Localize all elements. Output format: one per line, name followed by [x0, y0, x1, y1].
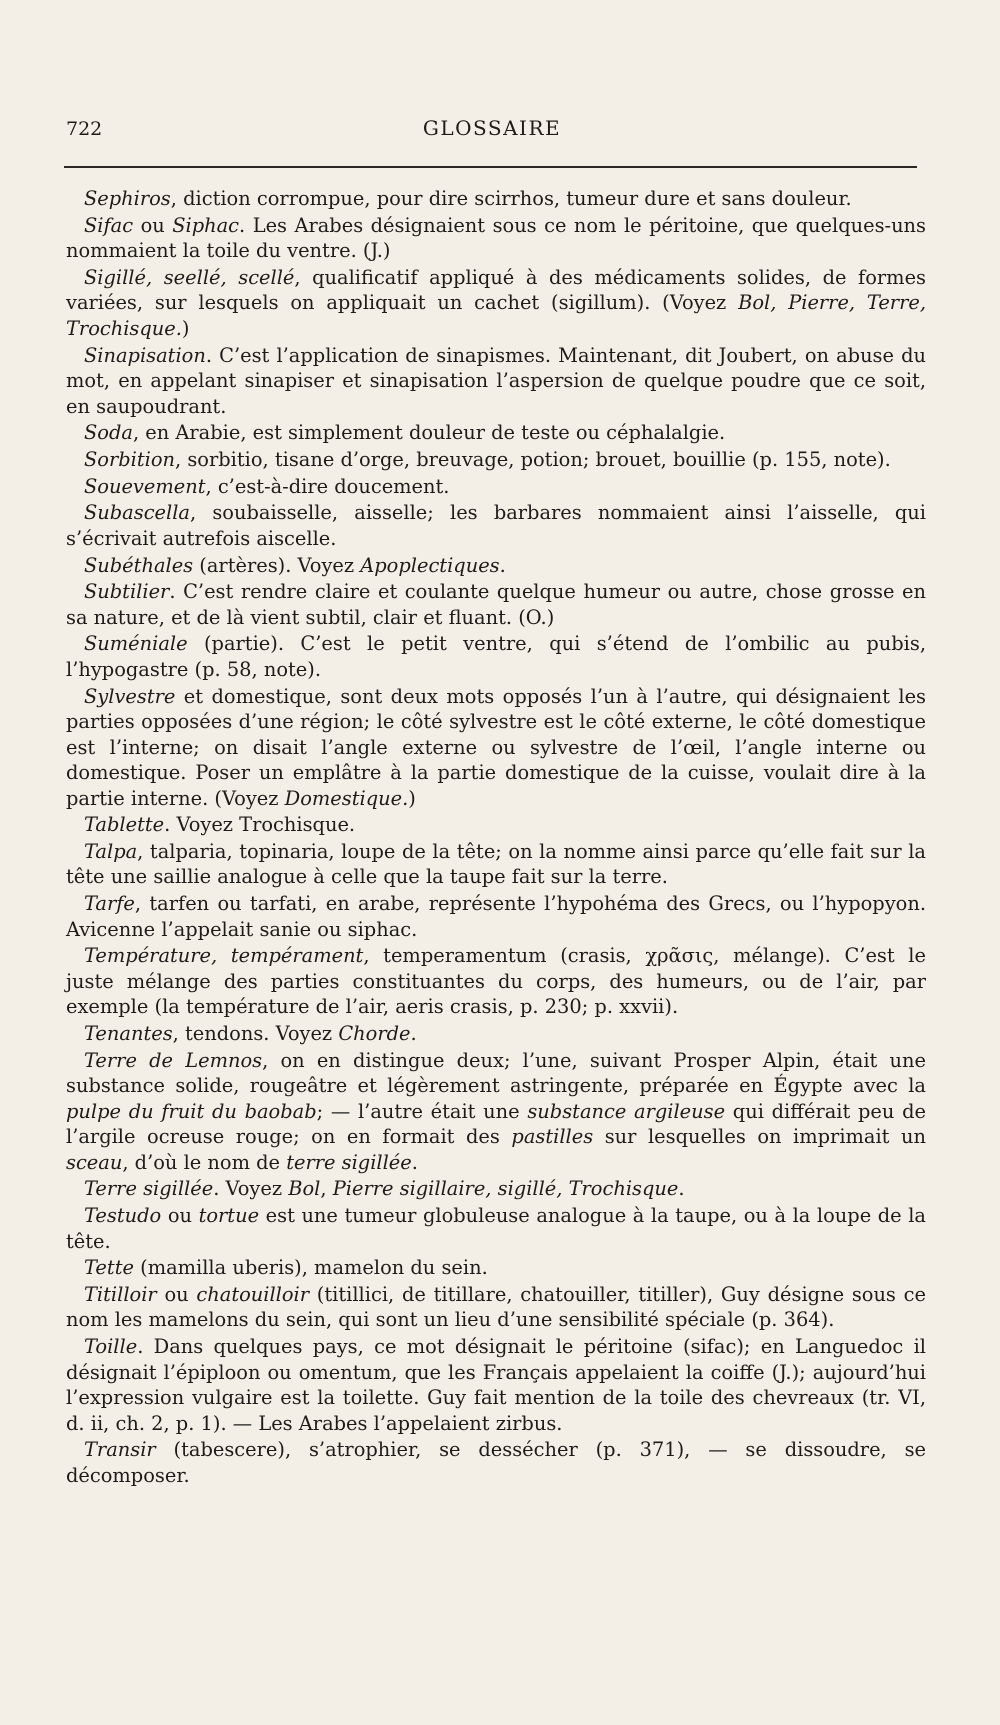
entry-term: Toille	[84, 1335, 138, 1359]
entry-term: Talpa	[84, 839, 138, 863]
glossary-entry: Transir (tabescere), s’atrophier, se dessécher (p. 371), — se dissoudre, se décomposer.	[66, 1438, 926, 1487]
page-title: GLOSSAIRE	[422, 116, 562, 140]
entry-reference: Pierre sigillaire, sigillé, Trochisque	[332, 1177, 679, 1201]
entry-term: Terre de Lemnos	[84, 1048, 263, 1072]
entry-term: Sinapisation	[84, 343, 206, 367]
glossary-entry: Sorbition, sorbitio, tisane d’orge, breuvage, potion; brouet, bouillie (p. 155, note).	[84, 447, 891, 471]
entry-term: Subéthales	[84, 553, 194, 577]
glossary-entry: Subascella, soubaisselle, aisselle; les barbares nommaient ainsi l’aisselle, qui s’écrivait autrefois aiscelle.	[66, 501, 926, 550]
entry-reference: pulpe du fruit du baobab	[66, 1099, 317, 1123]
glossary-entry: Sigillé, seellé, scellé, qualificatif appliqué à des médicaments solides, de formes variées, sur lesquels on appliquait un cachet (sigillum). (Voyez Bol, Pierre, Terre, Trochisque.)	[66, 265, 926, 340]
page-header	[66, 118, 918, 148]
entry-term: tortue	[198, 1204, 260, 1228]
entry-term: Sigillé, seellé, scellé	[84, 265, 295, 289]
glossary-entry: Température, tempérament, temperamentum (crasis, χρᾶσις, mélange). C’est le juste mélange des parties constituantes du corps, des humeurs, ou de l’air, par exemple (la température de l’air, aeris crasis, p. 230; p. xxvii).	[66, 944, 926, 1019]
glossary-entry: Terre de Lemnos, on en distingue deux; l’une, suivant Prosper Alpin, était une substance solide, rougeâtre et légèrement astringente, préparée en Égypte avec la pulpe du fruit du baobab; — l’autre était une substance argileuse qui différait peu de l’argile ocreuse rouge; on en formait des pastilles sur lesquelles on imprimait un sceau, d’où le nom de terre sigillée.	[66, 1048, 926, 1174]
entry-reference: Domestique.	[284, 786, 409, 810]
page-number: 722	[66, 118, 103, 140]
header-rule	[64, 166, 917, 168]
glossary-entry: Toille. Dans quelques pays, ce mot désignait le péritoine (sifac); en Languedoc il désignait l’épiploon ou omentum, que les Français appelaient la coiffe (J.); aujourd’hui l’expression vulgaire est la toilette. Guy fait mention de la toile des chevreaux (tr. VI, d. ii, ch. 2, p. 1). — Les Arabes l’appelaient zirbus.	[66, 1335, 926, 1435]
entry-reference: sceau	[66, 1150, 123, 1174]
glossary-entry: Tarfe, tarfen ou tarfati, en arabe, représente l’hypohéma des Grecs, ou l’hypopyon. Avicenne l’appelait sanie ou siphac.	[66, 892, 926, 941]
entry-reference: Chorde	[338, 1022, 411, 1045]
glossary-entry: Sephiros, diction corrompue, pour dire scirrhos, tumeur dure et sans douleur.	[84, 187, 852, 210]
glossary-entry: Sinapisation. C’est l’application de sinapismes. Maintenant, dit Joubert, on abuse du mot, en appelant sinapiser et sinapisation l’aspersion de quelque poudre que ce soit, en saupoudrant.	[66, 343, 926, 418]
entry-term: Soda	[84, 421, 133, 445]
glossary-entry: Subéthales (artères). Voyez Apoplectiques.	[84, 553, 506, 577]
glossary-entry: Tette (mamilla uberis), mamelon du sein.	[84, 1256, 488, 1280]
entry-reference: Bol, Pierre, Terre, Trochisque.	[66, 291, 926, 340]
glossary-entry: Subtilier. C’est rendre claire et coulante quelque humeur ou autre, chose grosse en sa nature, et de là vient subtil, clair et fluant. (O.)	[66, 580, 926, 629]
glossary-entry: Tablette. Voyez Trochisque.	[84, 813, 356, 837]
glossary-entry: Talpa, talparia, topinaria, loupe de la tête; on la nomme ainsi parce qu’elle fait sur la tête une saillie analogue à celle que la taupe fait sur la terre.	[66, 839, 926, 889]
entry-term: Subascella	[84, 501, 190, 525]
entry-term: Terre sigillée	[84, 1177, 214, 1201]
entry-term: Sylvestre	[84, 684, 176, 708]
entry-term: Transir	[84, 1438, 156, 1462]
entry-term: chatouilloir	[196, 1282, 310, 1306]
entry-reference: Apoplectiques	[360, 553, 500, 577]
glossary-entries	[66, 186, 926, 1490]
glossary-entry: Terre sigillée. Voyez Bol, Pierre sigillaire, sigillé, Trochisque.	[84, 1177, 685, 1201]
entry-reference: substance argileuse	[527, 1099, 726, 1123]
entry-term: Titilloir	[84, 1282, 157, 1306]
entry-term: Sifac	[84, 213, 134, 237]
glossary-entry: Sifac ou Siphac. Les Arabes désignaient sous ce nom le péritoine, que quelques-uns nommaient la toile du ventre. (J.)	[66, 213, 927, 263]
entry-reference: pastilles	[511, 1125, 594, 1149]
entry-term: Température, tempérament	[84, 944, 364, 968]
entry-term: Souevement	[84, 474, 206, 498]
entry-term: Testudo	[84, 1204, 162, 1228]
entry-term: Sorbition	[84, 447, 175, 471]
glossary-entry: Suméniale (partie). C’est le petit ventre, qui s’étend de l’ombilic au pubis, l’hypogastre (p. 58, note).	[66, 632, 926, 681]
entry-term: Siphac	[172, 213, 240, 237]
entry-term: Tarfe	[84, 892, 135, 916]
glossary-entry: Tenantes, tendons. Voyez Chorde.	[84, 1022, 417, 1045]
entry-term: Tablette	[84, 813, 165, 837]
entry-term: Suméniale	[84, 632, 188, 656]
glossary-entry: Souevement, c’est-à-dire doucement.	[84, 474, 450, 498]
entry-reference: Bol	[288, 1177, 321, 1201]
entry-term: Subtilier	[84, 580, 170, 604]
entry-term: Tenantes	[84, 1022, 173, 1045]
entry-term: Tette	[84, 1256, 134, 1280]
entry-term: Sephiros	[84, 187, 171, 210]
glossary-entry: Soda, en Arabie, est simplement douleur de teste ou céphalalgie.	[84, 421, 726, 445]
entry-reference: terre sigillée	[286, 1150, 412, 1174]
glossary-entry: Testudo ou tortue est une tumeur globuleuse analogue à la taupe, ou à la loupe de la tête.	[66, 1204, 926, 1253]
glossary-entry: Titilloir ou chatouilloir (titillici, de titillare, chatouiller, titiller), Guy désigne sous ce nom les mamelons du sein, qui sont un lieu d’une sensibilité spéciale (p. 364).	[66, 1282, 926, 1332]
glossary-entry: Sylvestre et domestique, sont deux mots opposés l’un à l’autre, qui désignaient les parties opposées d’une région; le côté sylvestre est le côté externe, le côté domestique est l’interne; on disait l’angle externe ou sylvestre de l’œil, l’angle interne ou domestique. Poser un emplâtre à la partie domestique de la cuisse, voulait dire à la partie interne. (Voyez Domestique.)	[66, 684, 926, 810]
